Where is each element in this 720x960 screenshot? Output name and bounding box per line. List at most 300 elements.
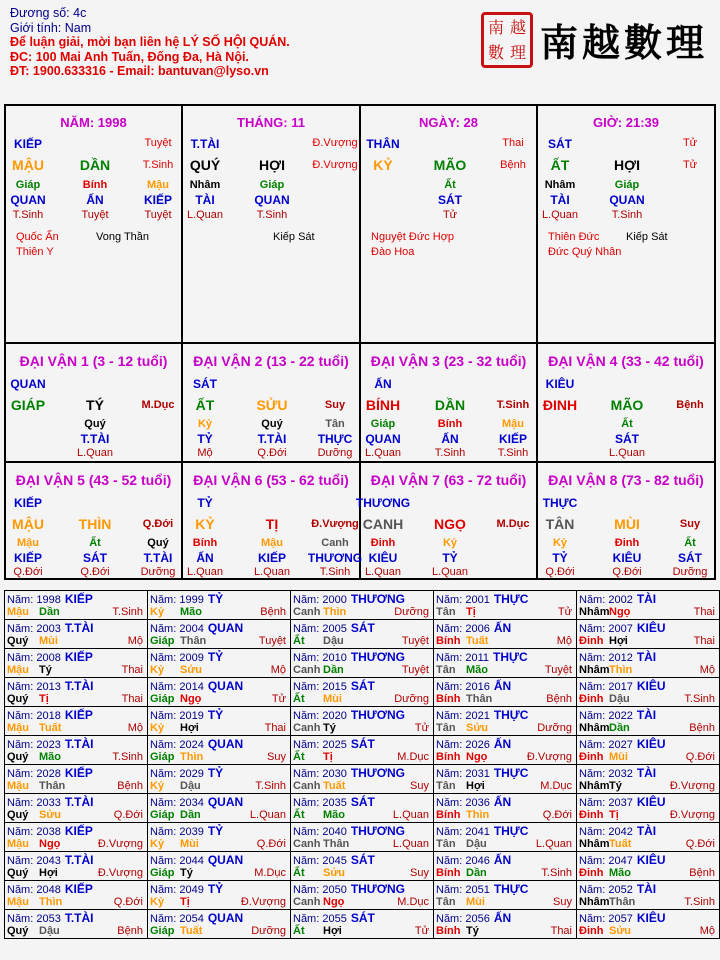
year-cell [434,620,577,649]
year-chi: Dậu [466,838,487,850]
year-truong-sinh: Mộ [127,722,143,734]
year-cell [291,910,434,939]
year-label: Năm: 2015 [293,681,347,693]
year-cell [577,707,720,736]
year-label-line [579,679,665,693]
hidden-can: Nhâm [544,179,576,191]
year-can: Quý [7,809,29,821]
year-sao: TÀI [636,592,657,606]
hidden-sao: ẤN [196,551,214,565]
year-label: Năm: 2013 [7,681,61,693]
year-sao: ẤN [493,737,512,751]
year-truong-sinh: T.Sinh [112,751,143,763]
year-label-line [7,824,93,838]
hidden-ts: Q.Đới [257,447,287,459]
hidden-sao: QUAN [254,193,290,207]
truong-sinh: Bệnh [676,399,704,411]
year-cell [434,591,577,620]
year-truong-sinh: Dưỡng [251,925,286,937]
year-truong-sinh: Đ.Vượng [526,751,572,763]
year-truong-sinh: Bệnh [117,925,143,937]
year-sao: KIẾP [64,650,93,664]
year-cell [434,823,577,852]
hidden-ts: L.Quan [253,566,291,578]
year-row [5,649,720,678]
hidden-can: Đinh [614,537,640,549]
year-can: Đinh [579,809,604,821]
year-truong-sinh: Tuyệt [401,664,429,676]
hidden-can: Canh [321,537,349,549]
brand-logo: 南越數理 [540,20,709,65]
pillars-grid [4,104,716,580]
can: QUÝ [189,157,221,173]
year-truong-sinh: L.Quan [392,838,429,850]
year-label-line [150,650,223,664]
chi: HỢI [259,157,285,173]
year-chi: Mùi [39,635,58,647]
year-label-line [579,592,656,606]
hidden-can: Đinh [370,537,396,549]
hidden-ts: Q.Đới [612,566,642,578]
year-label: Năm: 2008 [7,652,61,664]
year-can: Quý [7,867,29,879]
hidden-can: Ất [684,537,696,549]
year-label: Năm: 2023 [7,739,61,751]
hidden-ts: T.Sinh [434,447,466,459]
year-chi: Thìn [466,809,490,821]
year-sao: TỶ [207,592,224,606]
year-label: Năm: 2042 [579,826,633,838]
can: BÍNH [365,397,401,413]
year-label: Năm: 2037 [579,797,633,809]
year-chi: Hợi [180,722,199,734]
year-label: Năm: 2041 [436,826,490,838]
year-sao: SÁT [350,853,375,867]
year-sao: TÀI [636,708,657,722]
year-cell [434,881,577,910]
year-can: Canh [293,896,321,908]
year-cell [5,910,148,939]
can: KỶ [373,157,393,173]
year-sao: T.TÀI [64,679,94,693]
year-can: Nhâm [579,838,610,850]
hidden-sao: KIẾP [257,551,286,565]
hidden-can: Ất [621,418,633,430]
year-can: Canh [293,780,321,792]
hidden-sao: THỰC [317,432,353,446]
year-sao: ẤN [493,911,512,925]
year-cell [434,678,577,707]
hidden-ts: T.Sinh [497,447,529,459]
year-label: Năm: 2038 [7,826,61,838]
year-sao: TÀI [636,882,657,896]
year-chi: Dần [466,867,487,879]
year-label-line [293,882,405,896]
hidden-ts: Tuyệt [81,209,109,221]
hidden-sao: ẤN [86,193,104,207]
year-can: Mậu [7,838,29,850]
than-sat: Đào Hoa [371,246,415,258]
pillar-2 [361,106,538,344]
year-truong-sinh: Thai [693,606,715,618]
year-cell [577,823,720,852]
hidden-can: Mậu [147,179,169,191]
year-can: Ất [293,693,305,705]
year-chi: Dần [39,606,60,618]
year-chi: Dậu [39,925,60,937]
year-sao: THỰC [493,882,529,896]
year-sao: KIÊU [636,737,666,751]
year-label: Năm: 2050 [293,884,347,896]
year-can: Giáp [150,925,175,937]
year-truong-sinh: T.Sinh [255,780,286,792]
truong-sinh: T.Sinh [496,399,530,411]
year-label-line [7,737,93,751]
year-row [5,736,720,765]
hidden-can: Tân [325,418,345,430]
year-can: Giáp [150,693,175,705]
truong-sinh: Tử [682,159,698,171]
year-label-line [150,853,243,867]
can: KỶ [195,516,215,532]
year-chi: Thân [39,780,66,792]
year-label: Năm: 2035 [293,797,347,809]
hidden-can: Ất [89,537,101,549]
year-chi: Sửu [466,722,489,734]
year-chi: Tuất [609,838,632,850]
year-truong-sinh: Thai [264,722,286,734]
year-sao: TỶ [207,708,224,722]
year-sao: THỰC [493,708,529,722]
year-sao: TỶ [207,650,224,664]
hidden-sao: KIẾP [498,432,527,446]
year-label: Năm: 2003 [7,623,61,635]
year-row [5,591,720,620]
truong-sinh: Q.Đới [142,518,174,530]
hidden-sao: QUAN [609,193,645,207]
dai-van-3 [361,344,538,463]
chi: SỬU [256,397,288,413]
year-can: Tân [436,780,456,792]
year-label: Năm: 2010 [293,652,347,664]
year-chi: Ngọ [323,896,345,908]
year-sao: THỰC [493,592,529,606]
seal-logo: 南 越 數 理 [481,12,533,68]
year-chi: Tị [323,751,333,763]
year-cell [148,736,291,765]
year-sao: SÁT [350,911,375,925]
pillar-title: GIỜ: 21:39 [592,115,659,130]
hidden-ts: L.Quan [608,447,646,459]
year-cell [434,707,577,736]
year-cell [148,823,291,852]
year-label-line [7,882,93,896]
year-can: Canh [293,664,321,676]
hidden-can: Giáp [370,418,396,430]
year-cell [434,736,577,765]
year-chi: Dậu [323,635,344,647]
can: TÂN [545,516,575,532]
year-truong-sinh: Suy [410,780,429,792]
year-label-line [579,795,665,809]
year-truong-sinh: Tuyệt [544,664,572,676]
hidden-can: Quý [261,418,283,430]
dai-van-sao: ẤN [374,377,392,391]
year-label: Năm: 2027 [579,739,633,751]
year-can: Ất [293,867,305,879]
year-can: Ất [293,809,305,821]
year-sao: SÁT [350,795,375,809]
than-sat: Kiếp Sát [626,231,668,243]
year-label: Năm: 2057 [579,913,633,925]
year-cell [577,881,720,910]
year-chi: Dần [609,722,630,734]
dai-van-2 [183,344,361,463]
year-cell [291,620,434,649]
year-cell [148,707,291,736]
year-truong-sinh: Suy [553,896,572,908]
year-label: Năm: 2055 [293,913,347,925]
year-cell [291,881,434,910]
year-chi: Thìn [39,896,63,908]
year-can: Bính [436,809,461,821]
year-sao: T.TÀI [64,911,94,925]
than-sat: Vong Thần [96,231,150,243]
year-label-line [579,650,656,664]
year-label-line [150,708,223,722]
year-can: Ất [293,925,305,937]
year-label-line [293,824,405,838]
hidden-ts: Q.Đới [13,566,43,578]
chi: HỢI [614,157,640,173]
year-label-line [579,853,665,867]
year-label: Năm: 2054 [150,913,204,925]
year-label-line [436,708,528,722]
hidden-can: Kỷ [442,537,458,549]
year-truong-sinh: Tử [414,925,429,937]
year-truong-sinh: Thai [550,925,572,937]
year-sao: TỶ [207,766,224,780]
year-can: Tân [436,838,456,850]
year-label-line [7,708,93,722]
year-truong-sinh: T.Sinh [684,896,715,908]
year-truong-sinh: Tử [414,722,429,734]
year-label: Năm: 2005 [293,623,347,635]
year-chi: Hợi [609,635,628,647]
year-label-line [150,824,223,838]
year-chi: Mão [180,606,202,618]
year-label: Năm: 2002 [579,594,633,606]
year-cell [148,765,291,794]
year-can: Mậu [7,780,29,792]
year-label: Năm: 2026 [436,739,490,751]
year-truong-sinh: Bệnh [546,693,572,705]
year-label-line [579,766,656,780]
dai-van-4 [538,344,714,463]
dai-van-5 [6,463,183,580]
truong-sinh: Bệnh [500,159,526,171]
year-truong-sinh: Bệnh [689,722,715,734]
hidden-ts: Q.Đới [545,566,575,578]
hidden-can: Bính [437,418,463,430]
year-chi: Tý [39,664,52,676]
year-chi: Ngọ [609,606,631,618]
year-chi: Tuất [39,722,62,734]
year-label-line [436,679,511,693]
hidden-sao: TÀI [550,193,570,207]
year-label: Năm: 2019 [150,710,204,722]
year-can: Quý [7,751,29,763]
year-truong-sinh: Mộ [127,635,143,647]
year-sao: THƯƠNG [350,650,405,664]
year-label: Năm: 2051 [436,884,490,896]
year-truong-sinh: Mộ [699,925,715,937]
year-label: Năm: 2040 [293,826,347,838]
year-can: Kỷ [150,664,165,676]
year-label: Năm: 2044 [150,855,204,867]
year-cell [577,591,720,620]
year-cell [148,678,291,707]
year-truong-sinh: Tử [271,693,286,705]
year-label: Năm: 2018 [7,710,61,722]
year-label-line [150,592,223,606]
year-sao: ẤN [493,795,512,809]
hidden-can: Kỷ [552,537,568,549]
year-can: Kỷ [150,780,165,792]
year-chi: Hợi [466,780,485,792]
year-chi: Tý [466,925,479,937]
year-sao: KIẾP [64,824,93,838]
year-can: Mậu [7,896,29,908]
year-label: Năm: 2048 [7,884,61,896]
pillar-sao: Tử [682,137,698,149]
year-sao: ẤN [493,621,512,635]
year-cell [577,852,720,881]
year-chi: Dậu [609,693,630,705]
year-label: Năm: 2029 [150,768,204,780]
hidden-sao: QUAN [365,432,401,446]
year-truong-sinh: Bệnh [117,780,143,792]
hidden-sao: SÁT [615,432,639,446]
than-sat: Đức Quý Nhân [548,246,622,258]
year-chi: Tị [180,896,190,908]
hidden-can: Quý [84,418,106,430]
hidden-ts: Tuyệt [144,209,172,221]
year-label-line [436,853,511,867]
year-truong-sinh: Q.Đới [256,838,286,850]
hidden-sao: KIẾP [13,551,42,565]
year-chi: Tý [180,867,193,879]
hidden-ts: Dưỡng [672,566,708,578]
hidden-can: Mậu [502,418,524,430]
year-sao: TÀI [636,650,657,664]
year-label-line [150,795,243,809]
pillar-title: NĂM: 1998 [60,115,127,130]
year-cell [434,910,577,939]
year-row [5,794,720,823]
dai-van-title: ĐẠI VẬN 4 (33 - 42 tuổi) [548,353,704,369]
year-truong-sinh: Dưỡng [394,693,429,705]
year-label-line [436,911,511,925]
year-label-line [436,766,528,780]
pillar-sao: SÁT [548,137,572,151]
year-chi: Ngọ [39,838,61,850]
year-label-line [150,737,243,751]
than-sat: Thiên Đức [548,231,600,243]
year-truong-sinh: Thai [121,693,143,705]
year-sao: KIÊU [636,853,666,867]
year-truong-sinh: Đ.Vượng [97,867,143,879]
year-label: Năm: 2047 [579,855,633,867]
dai-van-8 [538,463,714,580]
year-cell [291,852,434,881]
year-label-line [150,911,243,925]
truong-sinh: Đ.Vượng [312,159,358,171]
year-label-line [150,679,243,693]
year-sao: ẤN [493,679,512,693]
hidden-ts: L.Quan [186,209,224,221]
year-can: Bính [436,693,461,705]
year-chi: Dậu [180,780,201,792]
year-chi: Thân [323,838,350,850]
dai-van-title: ĐẠI VẬN 3 (23 - 32 tuổi) [370,353,527,369]
hidden-ts: L.Quan [186,566,224,578]
year-row [5,823,720,852]
pillar-sao: KIẾP [13,137,42,151]
year-sao: SÁT [350,621,375,635]
than-sat: Nguyệt Đức Hợp [371,231,455,243]
hidden-ts: T.Sinh [256,209,288,221]
year-truong-sinh: M.Dục [397,896,429,908]
pillar-title: NGÀY: 28 [419,115,478,130]
year-sao: SÁT [350,737,375,751]
dai-van-1 [6,344,183,463]
hidden-sao: SÁT [83,551,107,565]
year-truong-sinh: Q.Đới [542,809,572,821]
hidden-sao: T.TÀI [80,432,110,446]
year-chi: Thìn [323,606,347,618]
hidden-can: Bính [82,179,108,191]
year-cell [148,910,291,939]
year-chi: Mão [323,809,345,821]
year-can: Ất [293,635,305,647]
hidden-sao: SÁT [438,193,462,207]
year-label: Năm: 2000 [293,594,347,606]
year-chi: Mão [609,867,631,879]
year-row [5,707,720,736]
year-truong-sinh: L.Quan [249,809,286,821]
year-truong-sinh: Mộ [270,664,286,676]
year-sao: T.TÀI [64,795,94,809]
dai-van-sao: KIẾP [13,496,42,510]
year-chi: Thân [180,635,207,647]
year-truong-sinh: Bệnh [689,867,715,879]
hidden-ts: T.Sinh [12,209,44,221]
year-chi: Sửu [180,664,203,676]
year-table [4,590,720,939]
year-cell [5,649,148,678]
year-truong-sinh: Tuyệt [401,635,429,647]
year-sao: KIẾP [64,592,93,606]
year-chi: Hợi [323,925,342,937]
year-can: Nhâm [579,780,610,792]
year-label-line [7,592,93,606]
year-truong-sinh: Q.Đới [685,838,715,850]
chi: MÃO [433,157,467,173]
truong-sinh: Suy [679,518,701,530]
year-cell [5,852,148,881]
pillar-sao: Đ.Vượng [312,137,358,149]
